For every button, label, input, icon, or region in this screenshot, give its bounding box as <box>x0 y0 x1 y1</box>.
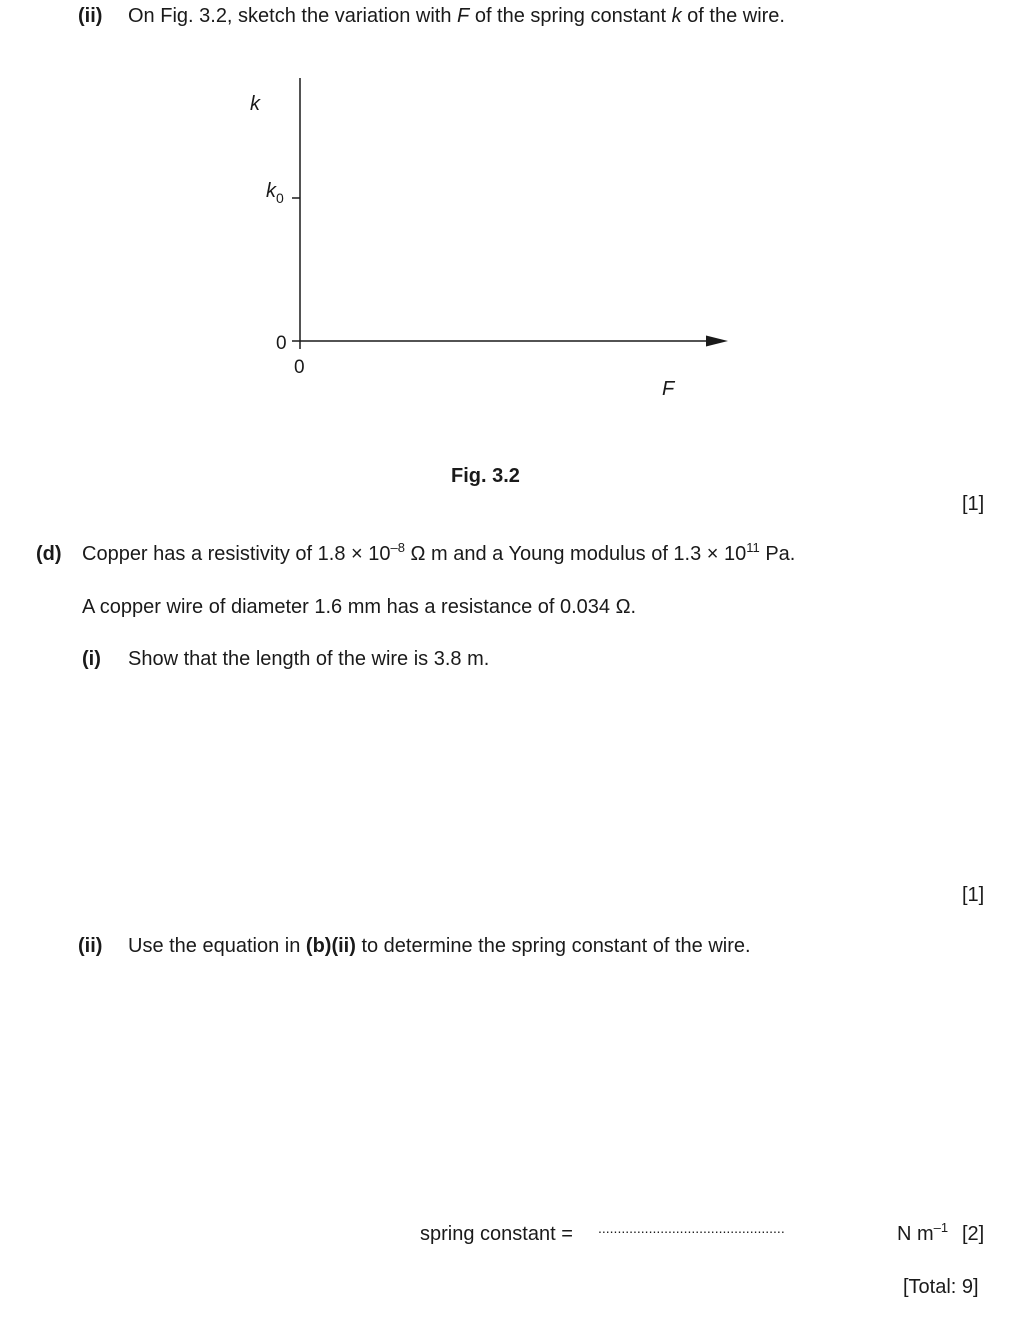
question-d-i-text: Show that the length of the wire is 3.8 m. <box>128 648 490 670</box>
figure-caption: Fig. 3.2 <box>451 465 520 487</box>
question-d-line2: A copper wire of diameter 1.6 mm has a resistance of 0.034 Ω. <box>82 596 637 618</box>
answer-label: spring constant = <box>420 1223 573 1245</box>
x-zero-label: 0 <box>294 357 305 378</box>
question-d-i-label: (i) <box>82 648 101 670</box>
question-c-ii-text: On Fig. 3.2, sketch the variation with F of the spring constant k of the wire. <box>128 5 785 27</box>
x-axis-arrow-icon <box>706 336 728 347</box>
y-axis-label: k <box>250 93 260 115</box>
question-d-text: Copper has a resistivity of $1.8 \times 10^{-8}$ Ω m and a Young modulus of $1.3 \times 10^{11}$ Pa. <box>82 540 796 565</box>
question-c-ii-label: (ii) <box>78 5 103 27</box>
marks-d-i: [1] <box>962 884 985 906</box>
marks-d-ii: [2] <box>962 1223 985 1245</box>
question-d-ii-text: Use the equation in (b)(ii) to determine the spring constant of the wire. <box>128 935 751 957</box>
total-marks: [Total: 9] <box>903 1276 979 1298</box>
k0-label: $k_0$ <box>266 180 284 206</box>
question-d-ii-label: (ii) <box>78 935 103 957</box>
answer-unit: N $m^{-1}$ <box>897 1220 949 1245</box>
answer-input-line[interactable]: ................................................ <box>598 1220 785 1236</box>
question-d-label: (d) <box>36 543 62 565</box>
y-zero-label: 0 <box>276 333 287 354</box>
x-axis-label: F <box>662 378 675 400</box>
marks-c-ii: [1] <box>962 493 985 515</box>
